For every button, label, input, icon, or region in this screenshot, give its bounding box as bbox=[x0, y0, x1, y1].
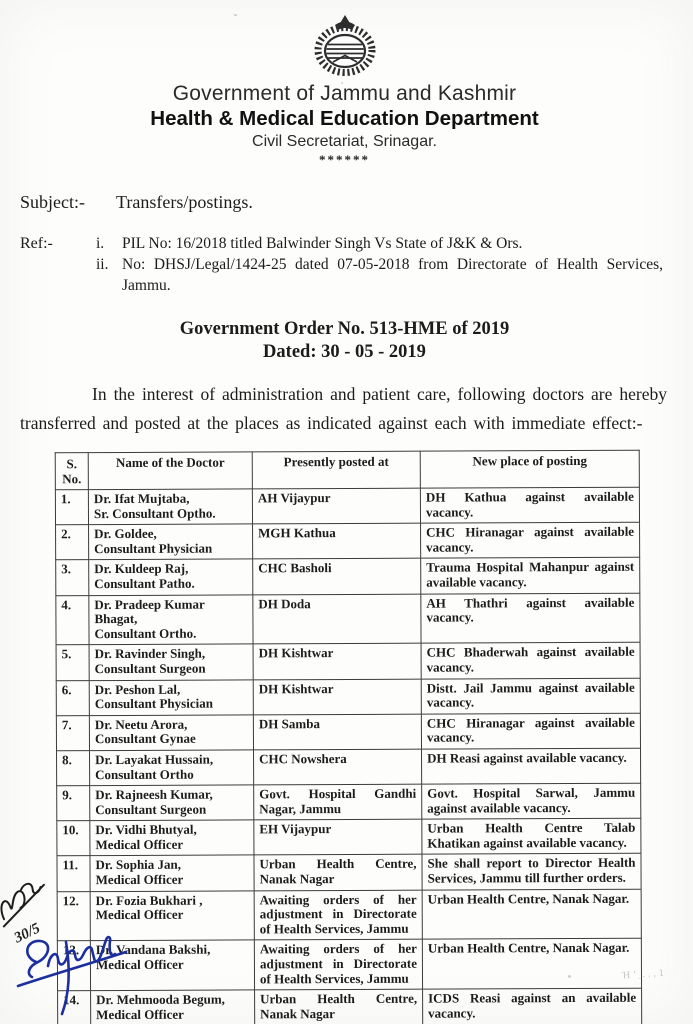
table-row bbox=[56, 678, 640, 716]
jk-state-emblem-icon bbox=[308, 12, 382, 78]
scan-speck bbox=[341, 82, 343, 84]
present-posting: Awaiting orders of her adjustment in Directorate of Health Services, Jammu bbox=[259, 891, 417, 937]
row-serial: 2. bbox=[61, 526, 71, 542]
new-posting-cell bbox=[421, 593, 640, 644]
row-serial: 14. bbox=[63, 992, 80, 1008]
present-posting: DH Kishtwar bbox=[258, 645, 334, 661]
new-posting: CHC Hiranagar against available vacancy. bbox=[426, 714, 635, 745]
doctor-name-cell bbox=[88, 489, 252, 525]
new-posting-cell bbox=[422, 854, 641, 890]
doctor-name: Dr. Peshon Lal, bbox=[94, 681, 181, 697]
header-new-posting: New place of posting bbox=[420, 450, 639, 488]
reference-list bbox=[96, 233, 669, 296]
new-posting-cell bbox=[423, 988, 642, 1024]
present-posting: DH Doda bbox=[258, 595, 311, 611]
doctor-name-cell bbox=[89, 594, 253, 644]
reference-item bbox=[96, 254, 663, 296]
present-posting: AH Vijaypur bbox=[257, 490, 331, 506]
row-serial: 13. bbox=[62, 942, 80, 958]
new-posting-cell bbox=[422, 783, 641, 819]
scan-noise: Ήʼַ..,1 bbox=[621, 967, 668, 982]
table-row bbox=[57, 854, 641, 892]
reference-item bbox=[96, 233, 663, 254]
present-posting-cell bbox=[254, 749, 422, 785]
row-serial-cell bbox=[56, 680, 89, 715]
doctor-designation: Medical Officer bbox=[95, 906, 184, 923]
present-posting-cell bbox=[253, 523, 421, 559]
new-posting: Govt. Hospital Sarwal, Jammu against available vacancy. bbox=[427, 784, 636, 816]
present-posting: Urban Health Centre, Nanak Nagar bbox=[259, 856, 417, 887]
order-body-paragraph: In the interest of administration and patient care, following doctors are hereby transferred and posted at the places as indicated against each with immediate effect:- bbox=[20, 384, 667, 433]
doctor-designation: Consultant Gynae bbox=[94, 730, 196, 747]
new-posting-cell bbox=[422, 889, 641, 940]
row-serial-cell bbox=[57, 751, 90, 786]
handwritten-signature bbox=[14, 922, 132, 1022]
new-posting: Urban Health Centre, Nanak Nagar. bbox=[427, 890, 630, 907]
row-serial: 3. bbox=[61, 561, 72, 577]
transfers-table bbox=[55, 450, 643, 1024]
doctor-designation: Consultant Ortho. bbox=[94, 625, 197, 641]
doctor-designation: Medical Officer bbox=[95, 956, 184, 973]
row-serial: 7. bbox=[61, 716, 72, 732]
doctor-name: Dr. Rajneesh Kumar, bbox=[95, 786, 213, 803]
doctor-designation: Consultant Surgeon bbox=[95, 801, 207, 817]
row-serial: 6. bbox=[61, 681, 72, 697]
doctor-name: Dr. Kuldeep Raj, bbox=[94, 561, 189, 577]
row-serial-cell bbox=[57, 786, 90, 821]
table-row bbox=[56, 522, 640, 560]
doctor-name: Dr. Layakat Hussain, bbox=[95, 751, 214, 768]
row-serial: 10. bbox=[62, 822, 79, 838]
separator-stars: ****** bbox=[319, 152, 370, 167]
new-posting: She shall report to Director Health Services, Jammu till further orders. bbox=[427, 855, 636, 886]
row-serial: 8. bbox=[62, 752, 72, 768]
present-posting-cell bbox=[255, 989, 423, 1024]
present-posting-cell bbox=[253, 679, 421, 715]
doctor-designation: Consultant Ortho bbox=[95, 766, 194, 782]
present-posting: Awaiting orders of her adjustment in Directorate of Health Services, Jammu bbox=[259, 941, 417, 987]
table-row bbox=[58, 988, 642, 1024]
row-serial-cell bbox=[56, 645, 89, 680]
new-posting-cell bbox=[421, 713, 640, 749]
doctor-name-cell bbox=[89, 644, 253, 680]
present-posting: CHC Basholi bbox=[258, 560, 332, 576]
new-posting-cell bbox=[422, 939, 641, 990]
present-posting: DH Samba bbox=[258, 715, 320, 732]
table-row bbox=[57, 819, 641, 857]
new-posting-cell bbox=[421, 558, 640, 594]
doctor-name-cell bbox=[90, 750, 254, 786]
doctor-name: Dr. Ravinder Singh, bbox=[94, 645, 206, 662]
doctor-designation: Medical Officer bbox=[96, 1006, 184, 1022]
margin-note-date: 30/5 bbox=[11, 920, 43, 947]
doctor-name: Dr. Pradeep Kumar Bhagat, bbox=[94, 596, 205, 627]
doctor-name-cell bbox=[89, 559, 253, 595]
row-serial: 11. bbox=[62, 857, 79, 873]
present-posting: CHC Nowshera bbox=[259, 750, 347, 767]
reference-item-text: PIL No: 16/2018 titled Balwinder Singh Vs State of J&K & Ors. bbox=[122, 235, 523, 252]
new-posting: DH Reasi against available vacancy. bbox=[427, 749, 627, 766]
present-posting-cell bbox=[254, 784, 422, 820]
doctor-name-cell bbox=[90, 820, 254, 856]
new-posting: AH Thathri against available vacancy. bbox=[426, 594, 635, 625]
row-serial: 5. bbox=[61, 646, 72, 662]
new-posting: CHC Hiranagar against available vacancy. bbox=[426, 523, 635, 555]
order-number-title: Government Order No. 513-HME of 2019 bbox=[179, 319, 510, 339]
scan-speck bbox=[234, 14, 237, 16]
header-serial-line2: No. bbox=[62, 471, 82, 487]
reference-label: Ref:- bbox=[20, 235, 53, 252]
new-posting: Urban Health Centre Talab Khatikan against available vacancy. bbox=[427, 820, 636, 851]
header-serial-no bbox=[55, 453, 88, 490]
present-posting-cell bbox=[254, 819, 422, 855]
table-row bbox=[56, 558, 640, 596]
doctor-name: Dr. Fozia Bukhari , bbox=[95, 892, 203, 908]
new-posting-cell bbox=[420, 487, 639, 523]
new-posting: ICDS Reasi against an available vacancy. bbox=[428, 989, 637, 1021]
table-row bbox=[57, 783, 641, 821]
present-posting-cell bbox=[252, 488, 420, 524]
doctor-name: Dr. Sophia Jan, bbox=[95, 857, 182, 873]
row-serial-cell bbox=[56, 715, 89, 750]
present-posting: DH Kishtwar bbox=[258, 680, 334, 696]
header-present-posting: Presently posted at bbox=[252, 451, 420, 489]
table-header-row bbox=[55, 450, 639, 490]
present-posting-cell bbox=[253, 644, 421, 680]
row-serial-cell bbox=[55, 490, 88, 525]
new-posting-cell bbox=[421, 643, 640, 679]
doctor-designation: Consultant Physician bbox=[94, 540, 213, 556]
row-serial-cell bbox=[57, 821, 90, 856]
header-serial-line1: S. bbox=[66, 456, 78, 472]
row-serial: 4. bbox=[61, 596, 72, 612]
doctor-name: Dr. Vandana Bakshi, bbox=[95, 942, 211, 958]
row-serial: 9. bbox=[62, 787, 72, 803]
doctor-name: Dr. Goldee, bbox=[94, 526, 157, 542]
subject-row bbox=[20, 192, 669, 213]
doctor-designation: Medical Officer bbox=[95, 836, 184, 852]
doctor-name: Dr. Neetu Arora, bbox=[94, 716, 188, 732]
department-title: Health & Medical Education Department bbox=[150, 107, 539, 130]
row-serial: 12. bbox=[62, 892, 79, 908]
row-serial-cell bbox=[56, 560, 89, 595]
subject-text: Transfers/postings. bbox=[116, 192, 253, 212]
new-posting: Trauma Hospital Mahanpur against available vacancy. bbox=[426, 559, 635, 590]
order-date: Dated: 30 - 05 - 2019 bbox=[263, 342, 426, 362]
table-row bbox=[56, 593, 640, 645]
present-posting-cell bbox=[254, 855, 422, 891]
table-row bbox=[57, 889, 641, 941]
present-posting: EH Vijaypur bbox=[259, 821, 332, 837]
subject-label: Subject:- bbox=[20, 192, 85, 212]
table-row bbox=[57, 748, 641, 786]
table-row bbox=[55, 487, 639, 525]
header-doctor-name: Name of the Doctor bbox=[88, 452, 252, 490]
row-serial: 1. bbox=[60, 491, 71, 507]
present-posting-cell bbox=[253, 559, 421, 595]
reference-item-text: No: DHSJ/Legal/1424-25 dated 07-05-2018 from Directorate of Health Services, Jammu. bbox=[122, 256, 663, 294]
doctor-designation: Consultant Surgeon bbox=[94, 660, 206, 677]
doctor-name-cell bbox=[90, 855, 254, 891]
present-posting: MGH Kathua bbox=[258, 525, 336, 541]
row-serial-cell bbox=[56, 525, 89, 560]
doctor-name-cell bbox=[90, 785, 254, 821]
scan-speck bbox=[568, 975, 571, 978]
present-posting-cell bbox=[253, 594, 421, 645]
present-posting-cell bbox=[253, 714, 421, 750]
doctor-name-cell bbox=[89, 715, 253, 751]
doctor-name-cell bbox=[89, 524, 253, 560]
present-posting: Urban Health Centre, Nanak Nagar bbox=[260, 990, 418, 1022]
doctor-name: Dr. Ifat Mujtaba, bbox=[93, 490, 190, 507]
table-row bbox=[57, 939, 641, 991]
doctor-name: Dr. Mehmooda Begum, bbox=[96, 991, 225, 1008]
new-posting-cell bbox=[421, 522, 640, 558]
new-posting: Distt. Jail Jammu against available vacancy. bbox=[426, 679, 635, 710]
row-serial-cell bbox=[56, 595, 89, 645]
doctor-designation: Medical Officer bbox=[95, 871, 184, 888]
new-posting: CHC Bhaderwah against available vacancy. bbox=[426, 644, 635, 675]
present-posting-cell bbox=[254, 890, 422, 941]
government-title: Government of Jammu and Kashmir bbox=[172, 82, 517, 105]
doctor-name-cell bbox=[89, 679, 253, 715]
doctor-name: Dr. Vidhi Bhutyal, bbox=[95, 821, 197, 838]
new-posting-cell bbox=[421, 678, 640, 714]
table-row bbox=[56, 713, 640, 751]
new-posting: DH Kathua against available vacancy. bbox=[425, 488, 634, 520]
doctor-designation: Consultant Patho. bbox=[94, 575, 195, 592]
new-posting-cell bbox=[422, 748, 641, 784]
new-posting-cell bbox=[422, 819, 641, 855]
present-posting: Govt. Hospital Gandhi Nagar, Jammu bbox=[259, 785, 417, 817]
reference-item-number: i. bbox=[96, 235, 105, 252]
doctor-designation: Consultant Physician bbox=[94, 695, 213, 712]
doctor-designation: Sr. Consultant Optho. bbox=[93, 505, 216, 521]
reference-item-number: ii. bbox=[96, 256, 109, 273]
reference-block bbox=[20, 233, 669, 296]
new-posting: Urban Health Centre, Nanak Nagar. bbox=[427, 940, 630, 957]
secretariat-line: Civil Secretariat, Srinagar. bbox=[252, 133, 437, 150]
table-row bbox=[56, 643, 640, 681]
present-posting-cell bbox=[254, 940, 422, 991]
